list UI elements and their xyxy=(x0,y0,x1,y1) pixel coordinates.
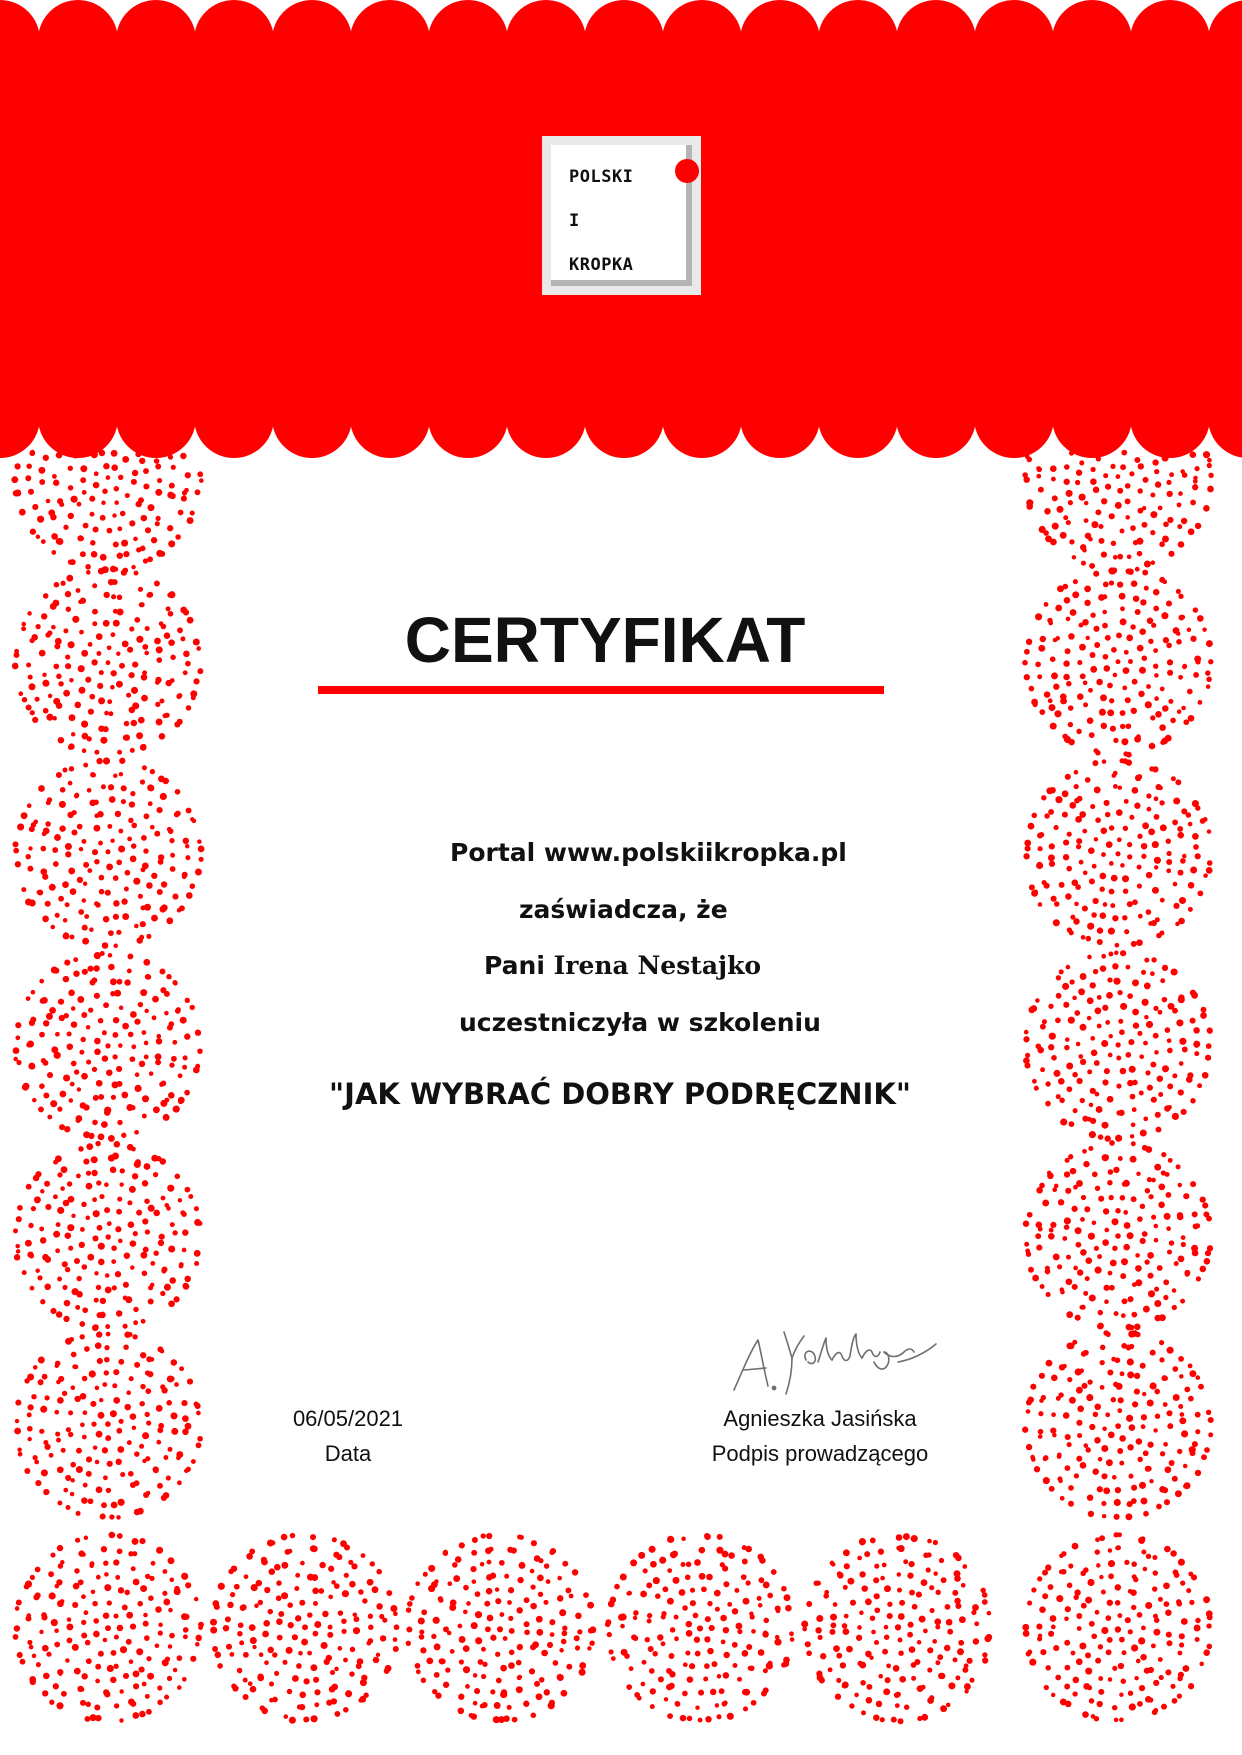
logo-red-dot-icon xyxy=(675,159,699,183)
handwritten-signature xyxy=(728,1322,940,1398)
polski-i-kropka-logo xyxy=(542,136,701,295)
attest-line: zaświadcza, że xyxy=(519,895,728,924)
course-title: "JAK WYBRAĆ DOBRY PODRĘCZNIK" xyxy=(329,1077,911,1111)
signer-label: Podpis prowadzącego xyxy=(711,1441,929,1466)
date-label: Data xyxy=(324,1441,372,1466)
logo-tile xyxy=(551,145,692,286)
title-underline xyxy=(318,686,884,694)
logo-text-polski: POLSKI xyxy=(569,167,634,187)
date-value: 06/05/2021 xyxy=(292,1406,404,1431)
recipient-name: Irena Nestajko xyxy=(553,951,762,980)
logo-text-i: I xyxy=(569,211,580,231)
recipient-prefix: Pani xyxy=(484,951,545,980)
portal-line: Portal www.polskiikropka.pl xyxy=(450,838,847,867)
certificate-title: CERTYFIKAT xyxy=(404,604,806,676)
logo-text-kropka: KROPKA xyxy=(569,255,634,275)
recipient-line xyxy=(484,953,761,978)
signer-name: Agnieszka Jasińska xyxy=(723,1406,917,1431)
participation-line: uczestniczyła w szkoleniu xyxy=(459,1008,821,1037)
